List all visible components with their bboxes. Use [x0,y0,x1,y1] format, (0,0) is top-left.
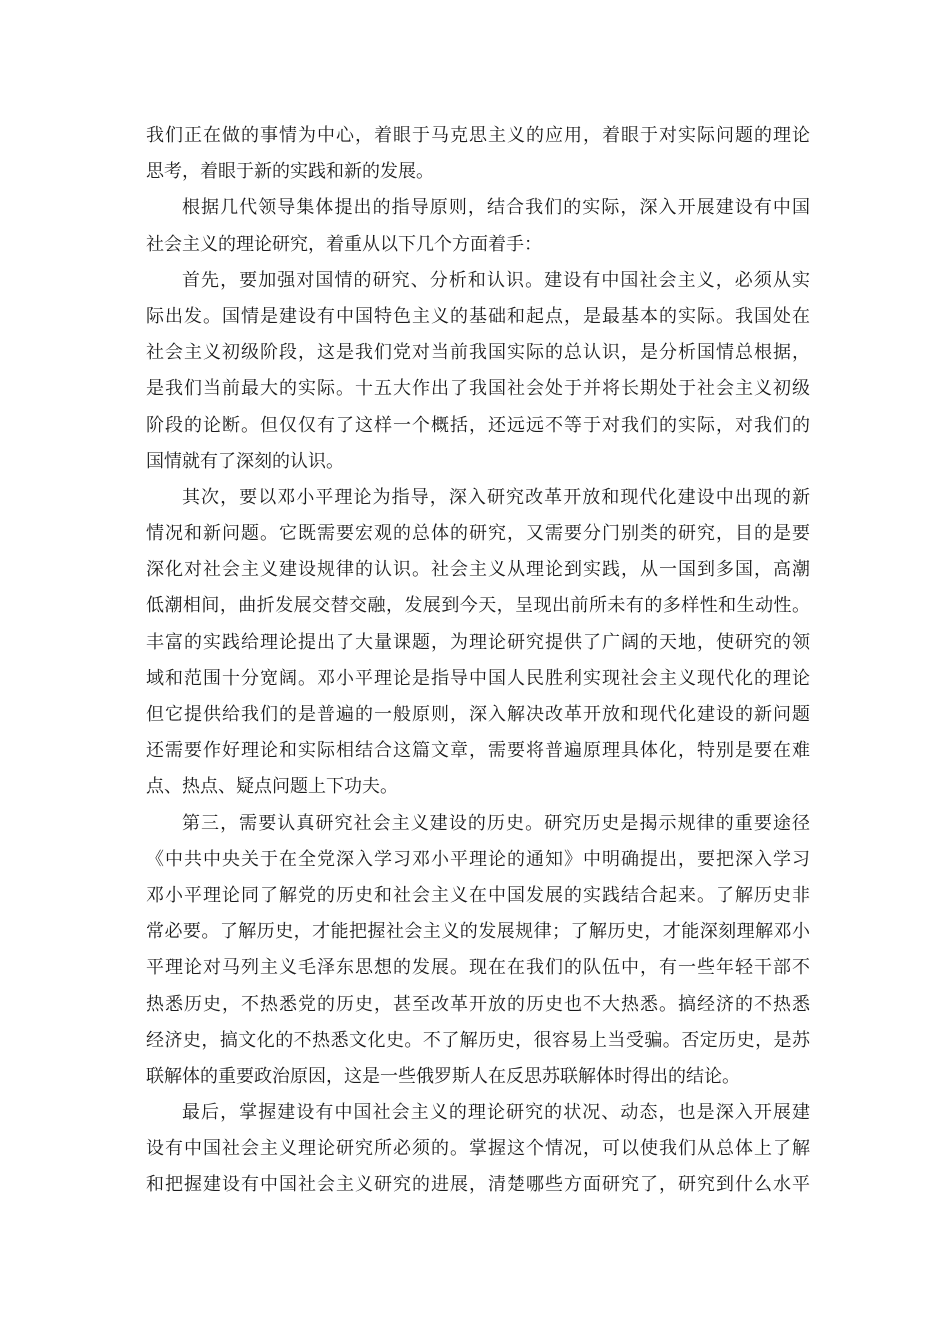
text-line: 设有中国社会主义理论研究所必须的。掌握这个情况，可以使我们从总体上了解 [146,1138,810,1160]
text-line: 第三，需要认真研究社会主义建设的历史。研究历史是揭示规律的重要途径 [182,812,810,834]
text-line: 《中共中央关于在全党深入学习邓小平理论的通知》中明确提出，要把深入学习 [146,848,810,870]
text-line: 思考，着眼于新的实践和新的发展。 [146,161,434,183]
text-line: 根据几代领导集体提出的指导原则，结合我们的实际，深入开展建设有中国 [182,197,810,219]
text-line: 情况和新问题。它既需要宏观的总体的研究，又需要分门别类的研究，目的是要 [146,523,810,545]
text-line: 常必要。了解历史，才能把握社会主义的发展规律；了解历史，才能深刻理解邓小 [146,921,810,943]
text-line: 深化对社会主义建设规律的认识。社会主义从理论到实践，从一国到多国，高潮 [146,559,810,581]
text-line: 联解体的重要政治原因，这是一些俄罗斯人在反思苏联解体时得出的结论。 [146,1065,740,1087]
text-line: 我们正在做的事情为中心，着眼于马克思主义的应用，着眼于对实际问题的理论 [146,125,810,146]
text-line: 阶段的论断。但仅仅有了这样一个概括，还远远不等于对我们的实际，对我们的 [146,414,810,436]
text-line: 低潮相间，曲折发展交替交融，发展到今天，呈现出前所未有的多样性和生动性。 [146,595,810,617]
text-line: 国情就有了深刻的认识。 [146,450,344,472]
text-line: 社会主义的理论研究，着重从以下几个方面着手： [146,233,542,255]
text-line: 丰富的实践给理论提出了大量课题，为理论研究提供了广阔的天地，使研究的领 [146,631,810,653]
text-line: 首先，要加强对国情的研究、分析和认识。建设有中国社会主义，必须从实 [182,269,810,291]
text-line: 域和范围十分宽阔。邓小平理论是指导中国人民胜利实现社会主义现代化的理论 [146,667,810,689]
text-line: 热悉历史，不热悉党的历史，甚至改革开放的历史也不大热悉。搞经济的不热悉 [146,993,810,1015]
body-text [146,118,810,1204]
text-line: 际出发。国情是建设有中国特色主义的基础和起点，是最基本的实际。我国处在 [146,305,810,327]
text-line: 经济史，搞文化的不热悉文化史。不了解历史，很容易上当受骗。否定历史，是苏 [146,1029,810,1051]
text-line: 是我们当前最大的实际。十五大作出了我国社会处于并将长期处于社会主义初级 [146,378,810,400]
text-line: 其次，要以邓小平理论为指导，深入研究改革开放和现代化建设中出现的新 [182,486,810,508]
text-line: 和把握建设有中国社会主义研究的进展，清楚哪些方面研究了，研究到什么水平 [146,1174,810,1196]
text-line: 但它提供给我们的是普遍的一般原则，深入解决改革开放和现代化建设的新问题 [146,704,810,725]
text-line: 平理论对马列主义毛泽东思想的发展。现在在我们的队伍中，有一些年轻干部不 [146,957,810,979]
text-line: 社会主义初级阶段，这是我们党对当前我国实际的总认识，是分析国情总根据， [146,342,810,364]
text-line: 点、热点、疑点问题上下功夫。 [146,776,398,798]
text-line: 邓小平理论同了解党的历史和社会主义在中国发展的实践结合起来。了解历史非 [146,884,810,906]
text-line: 最后，掌握建设有中国社会主义的理论研究的状况、动态，也是深入开展建 [182,1102,810,1124]
text-line: 还需要作好理论和实际相结合这篇文章，需要将普遍原理具体化，特别是要在难 [146,740,810,762]
